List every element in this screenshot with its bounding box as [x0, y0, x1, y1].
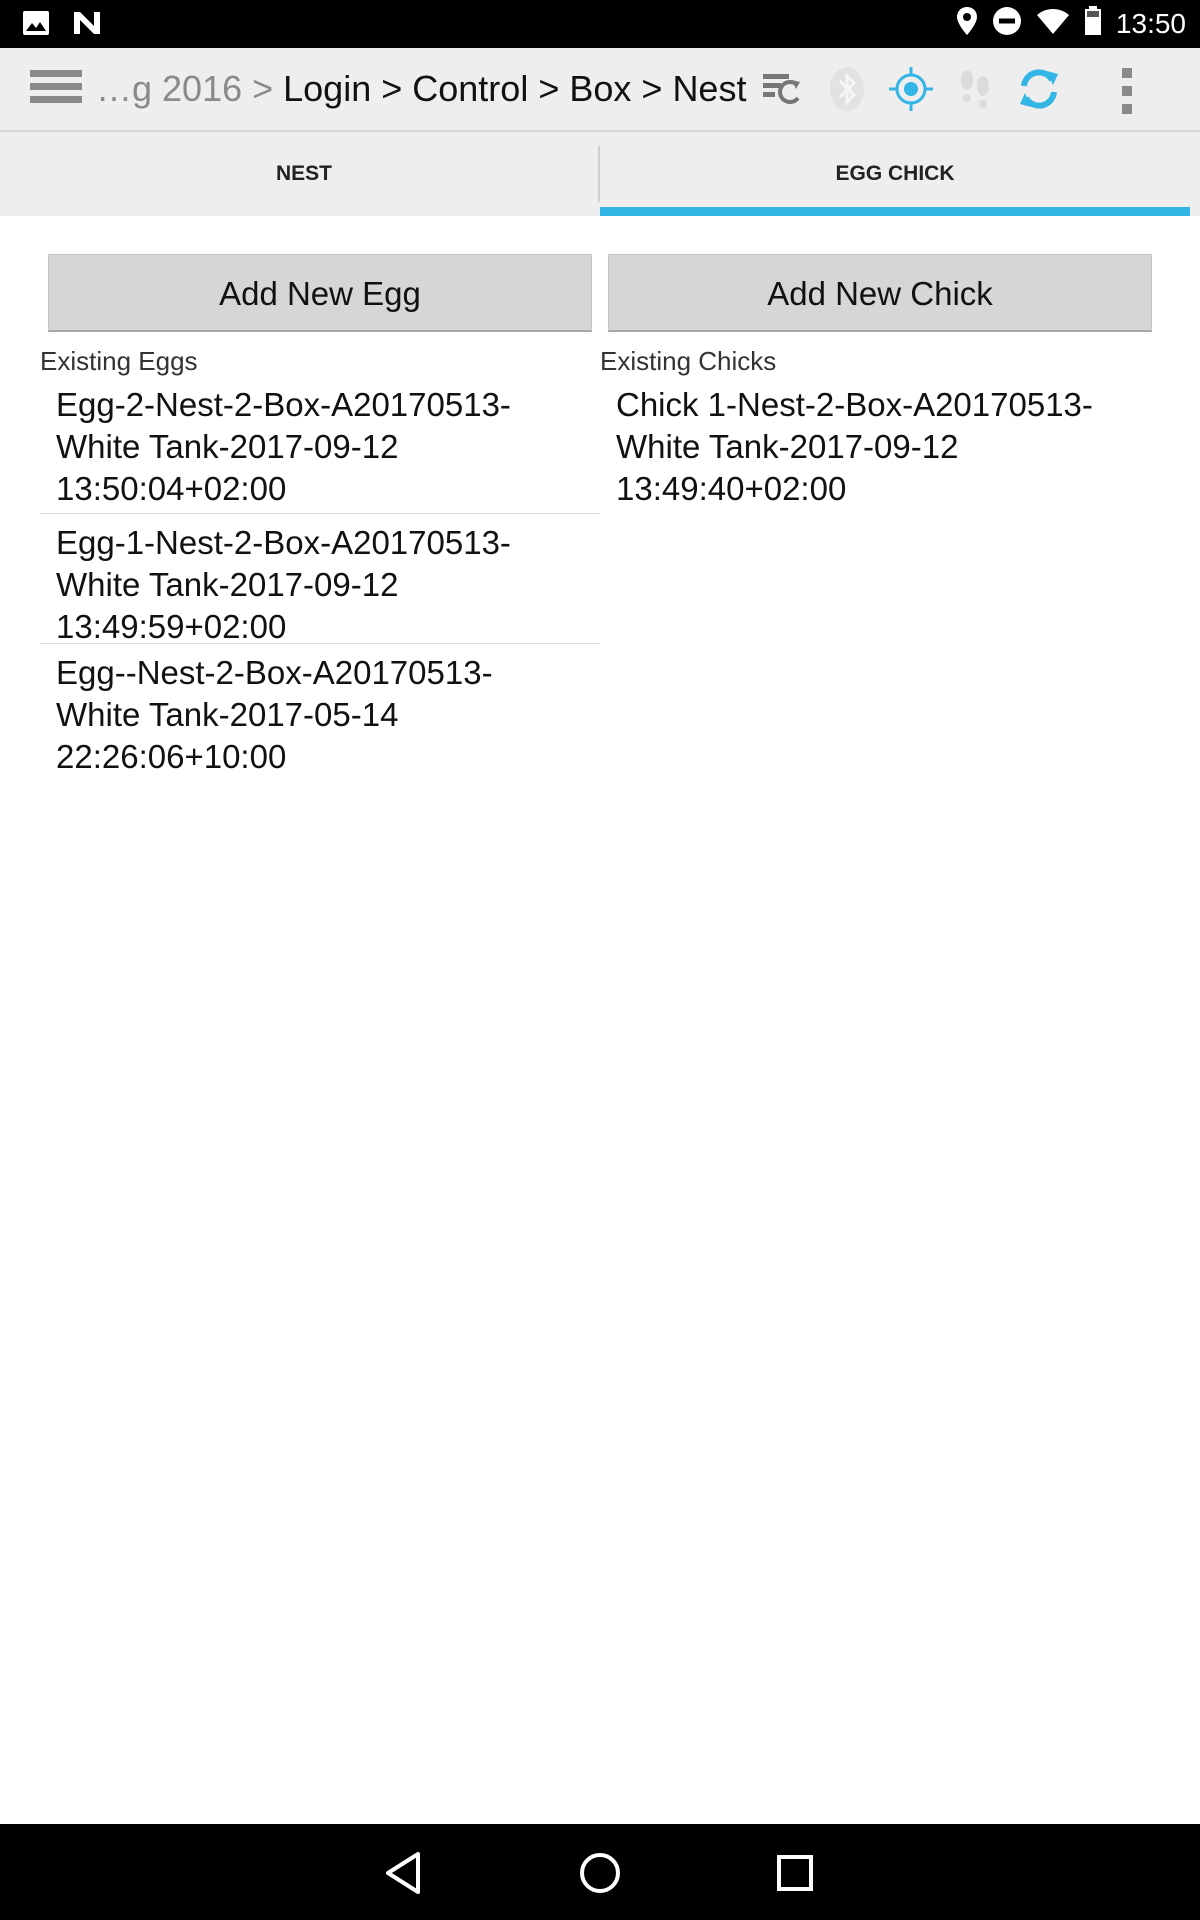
chick-item-line: Chick 1-Nest-2-Box-A20170513- [616, 386, 1093, 423]
eggs-list [40, 384, 600, 774]
chick-list-item[interactable] [600, 384, 1160, 514]
location-icon [956, 6, 978, 41]
egg-list-item[interactable] [40, 514, 600, 644]
status-bar [0, 0, 1200, 48]
egg-item-line: Egg--Nest-2-Box-A20170513- [56, 654, 493, 691]
breadcrumb-separator: > [631, 68, 673, 109]
egg-item-line: Egg-2-Nest-2-Box-A20170513- [56, 386, 511, 423]
egg-list-item[interactable] [40, 644, 600, 774]
chick-item-line: 13:49:40+02:00 [616, 470, 847, 507]
gps-icon[interactable] [888, 66, 934, 112]
tab-egg-chick-label: EGG CHICK [835, 162, 955, 185]
refresh-icon[interactable] [1016, 66, 1062, 112]
battery-icon [1084, 6, 1102, 41]
egg-chick-panel [0, 216, 1200, 1824]
breadcrumb-truncated[interactable]: …g 2016 [96, 68, 243, 109]
egg-item-line: White Tank-2017-05-14 [56, 696, 399, 733]
menu-icon[interactable] [30, 70, 82, 110]
tab-selected-indicator [600, 207, 1190, 216]
breadcrumb-box[interactable]: Box [569, 68, 632, 109]
egg-item-line: 22:26:06+10:00 [56, 738, 287, 775]
existing-chicks-label: Existing Chicks [600, 346, 777, 376]
breadcrumb-nest: Nest [672, 68, 747, 109]
sync-settings-icon[interactable] [760, 66, 806, 112]
breadcrumb-login[interactable]: Login [283, 68, 372, 109]
egg-item-line: White Tank-2017-09-12 [56, 566, 399, 603]
do-not-disturb-icon [992, 6, 1022, 41]
breadcrumb-separator: > [371, 68, 413, 109]
overflow-icon[interactable] [1112, 66, 1142, 112]
footsteps-icon[interactable] [952, 66, 998, 112]
egg-item-line: 13:50:04+02:00 [56, 470, 287, 507]
tab-bar [0, 132, 1200, 216]
breadcrumb-separator: > [242, 68, 284, 109]
bluetooth-icon[interactable] [824, 66, 870, 112]
add-new-chick-button[interactable]: Add New Chick [608, 254, 1152, 332]
egg-item-line: White Tank-2017-09-12 [56, 428, 399, 465]
egg-item-line: 13:49:59+02:00 [56, 608, 287, 645]
breadcrumb-separator: > [528, 68, 570, 109]
tab-nest[interactable]: NEST [10, 132, 598, 218]
n-icon [72, 10, 102, 41]
existing-eggs-label: Existing Eggs [40, 346, 198, 376]
recents-icon[interactable] [770, 1848, 820, 1898]
navigation-bar [0, 1824, 1200, 1920]
action-bar [0, 48, 1200, 132]
breadcrumb [96, 68, 746, 110]
chick-item-line: White Tank-2017-09-12 [616, 428, 959, 465]
tab-egg-chick[interactable] [600, 132, 1190, 216]
home-icon[interactable] [575, 1848, 625, 1898]
add-new-egg-button[interactable]: Add New Egg [48, 254, 592, 332]
egg-list-item[interactable] [40, 384, 600, 514]
back-icon[interactable] [380, 1848, 430, 1898]
egg-item-line: Egg-1-Nest-2-Box-A20170513- [56, 524, 511, 561]
clock: 13:50 [1115, 7, 1186, 39]
wifi-icon [1036, 7, 1070, 40]
breadcrumb-control[interactable]: Control [412, 68, 529, 109]
chicks-list [600, 384, 1160, 514]
image-icon [22, 10, 50, 41]
